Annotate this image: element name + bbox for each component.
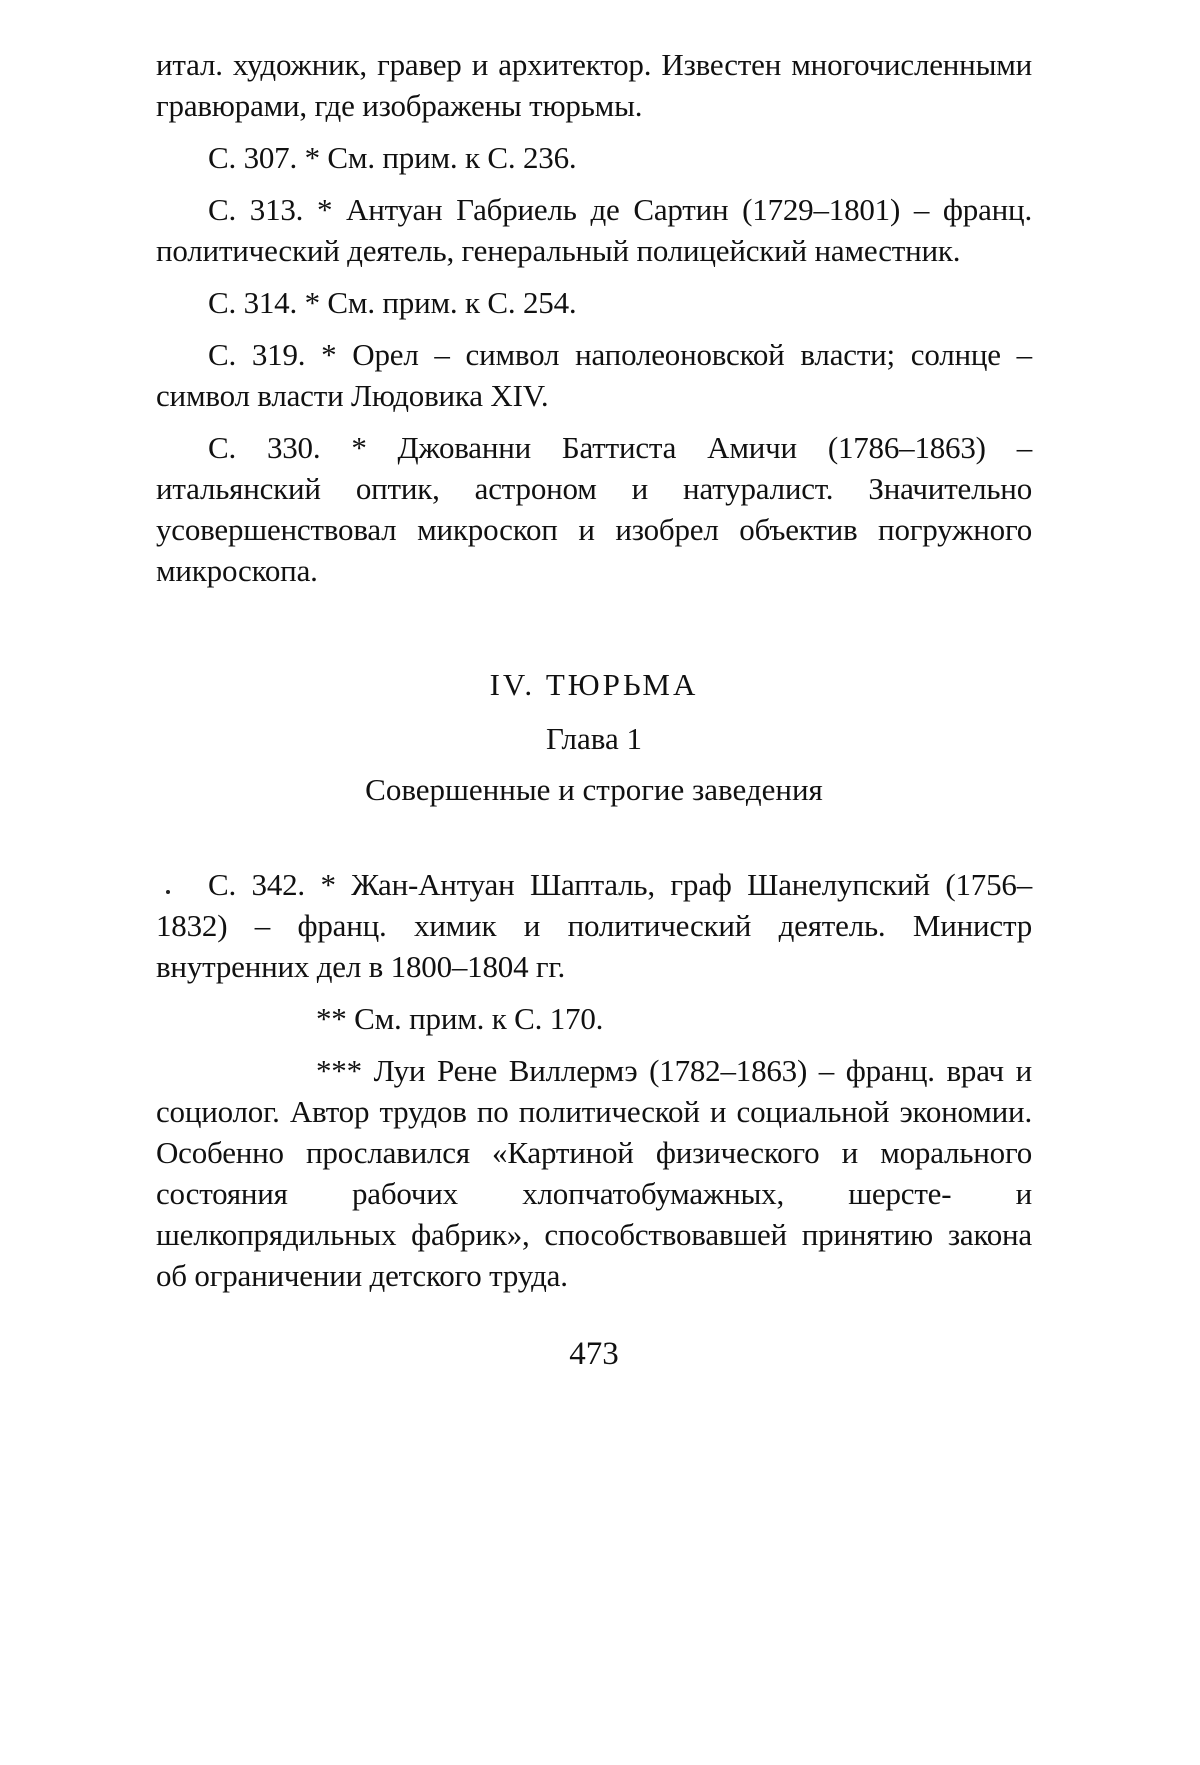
note-p330: С. 330. * Джованни Баттиста Амичи (1786–1863) – итальянский оптик, астроном и натуралист. Значительно усовершенствовал микроскоп и изобрел объектив погружного микроскопа. — [156, 430, 1032, 588]
note-p342-third: *** Луи Рене Виллермэ (1782–1863) – франц. врач и социолог. Автор трудов по политической и социальной экономии. Особенно прославился «Картиной физического и морального состояния рабочих хлопчатобумажных, шерсте- и шелкопрядильных фабрик», способствовавшей принятию закона об ограничении детского труда. — [156, 1053, 1032, 1293]
note-continuation: итал. художник, гравер и архитектор. Известен многочисленными гравюрами, где изображены тюрьмы. — [156, 47, 1032, 123]
page-number: 473 — [569, 1336, 619, 1372]
print-speck — [166, 890, 170, 894]
note-p313: С. 313. * Антуан Габриель де Сартин (1729–1801) – франц. политический деятель, генеральный полицейский наместник. — [156, 192, 1032, 268]
note-p307: С. 307. * См. прим. к С. 236. — [208, 140, 577, 175]
section-title: IV. ТЮРЬМА — [489, 667, 699, 702]
note-p342-second: ** См. прим. к С. 170. — [316, 1001, 604, 1036]
note-p319: С. 319. * Орел – символ наполеоновской власти; солнце – символ власти Людовика XIV. — [156, 337, 1032, 413]
note-p314: С. 314. * См. прим. к С. 254. — [208, 285, 577, 320]
chapter-heading: Глава 1 — [545, 721, 643, 756]
book-page — [156, 44, 1032, 1374]
heading-spacer — [156, 810, 1032, 864]
note-p342: С. 342. * Жан-Антуан Шапталь, граф Шанелупский (1756–1832) – франц. химик и политический деятель. Министр внутренних дел в 1800–1804 гг. — [156, 867, 1032, 984]
chapter-subtitle: Совершенные и строгие заведения — [365, 772, 823, 807]
